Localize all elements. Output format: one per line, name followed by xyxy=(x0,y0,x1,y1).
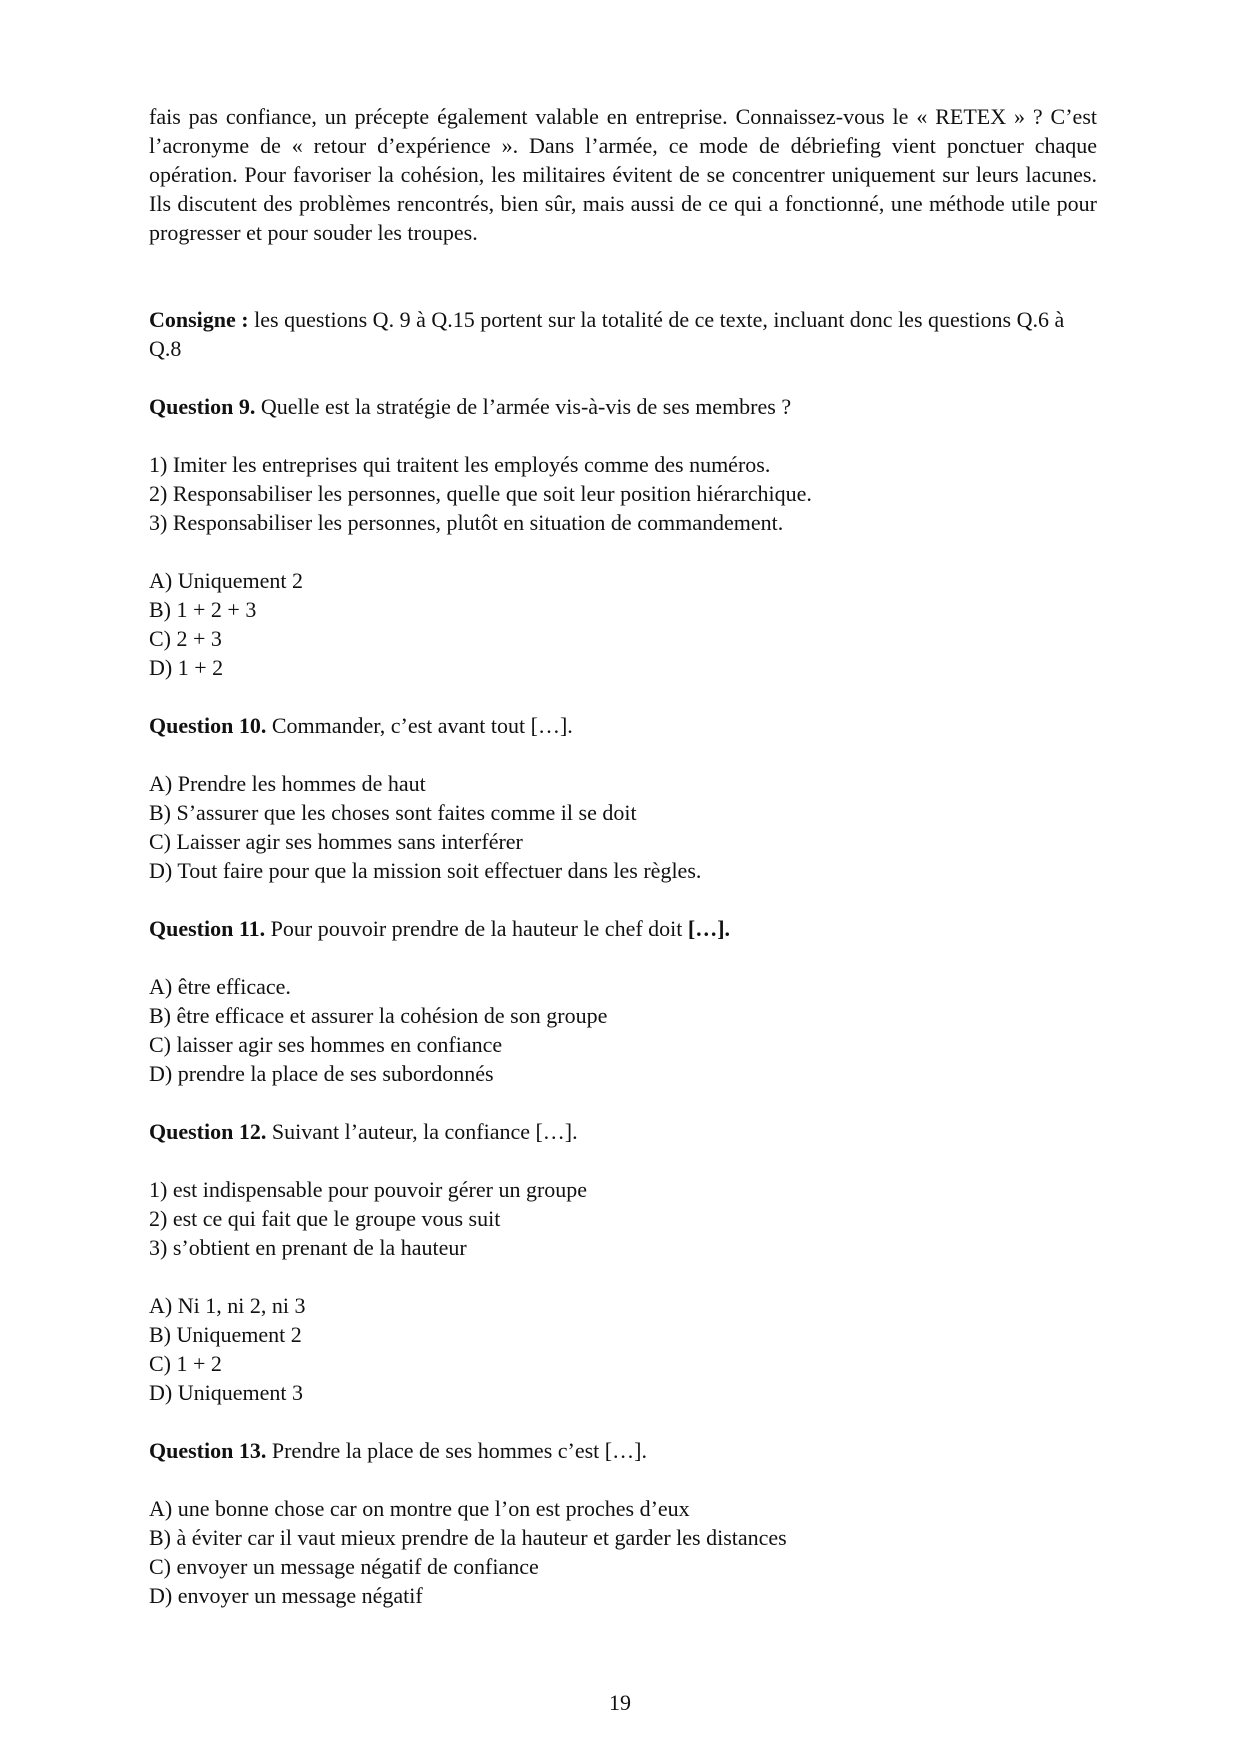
question-10-text: Commander, c’est avant tout […]. xyxy=(271,713,573,738)
statement: 1) est indispensable pour pouvoir gérer un groupe xyxy=(149,1177,588,1202)
answer-option: C) envoyer un message négatif de confiance xyxy=(149,1554,539,1579)
answer-option: D) 1 + 2 xyxy=(149,655,224,680)
statement: 3) s’obtient en prenant de la hauteur xyxy=(149,1235,467,1260)
question-12-statements xyxy=(149,1175,1097,1262)
question-10-title xyxy=(149,711,1097,740)
question-11-title xyxy=(149,914,1097,943)
question-13-answers xyxy=(149,1494,1097,1610)
question-11-label: Question 11. xyxy=(149,916,266,941)
statement: 2) Responsabiliser les personnes, quelle que soit leur position hiérarchique. xyxy=(149,481,812,506)
answer-option: A) Ni 1, ni 2, ni 3 xyxy=(149,1293,306,1318)
answer-option: D) Tout faire pour que la mission soit effectuer dans les règles. xyxy=(149,858,702,883)
consigne xyxy=(149,305,1097,363)
question-11-answers xyxy=(149,972,1097,1088)
answer-option: D) prendre la place de ses subordonnés xyxy=(149,1061,494,1086)
answer-option: A) être efficace. xyxy=(149,974,291,999)
answer-option: B) S’assurer que les choses sont faites comme il se doit xyxy=(149,800,637,825)
answer-option: D) Uniquement 3 xyxy=(149,1380,303,1405)
answer-option: C) 1 + 2 xyxy=(149,1351,222,1376)
answer-option: C) Laisser agir ses hommes sans interférer xyxy=(149,829,523,854)
question-10-label: Question 10. xyxy=(149,713,267,738)
question-12-label: Question 12. xyxy=(149,1119,267,1144)
answer-option: B) être efficace et assurer la cohésion de son groupe xyxy=(149,1003,608,1028)
question-9-title xyxy=(149,392,1097,421)
answer-option: A) Prendre les hommes de haut xyxy=(149,771,426,796)
question-13-label: Question 13. xyxy=(149,1438,267,1463)
question-10-answers xyxy=(149,769,1097,885)
answer-option: C) laisser agir ses hommes en confiance xyxy=(149,1032,503,1057)
page-number: 19 xyxy=(609,1690,631,1715)
answer-option: B) à éviter car il vaut mieux prendre de la hauteur et garder les distances xyxy=(149,1525,787,1550)
consigne-label: Consigne : xyxy=(149,307,249,332)
answer-option: C) 2 + 3 xyxy=(149,626,222,651)
intro-paragraph: fais pas confiance, un précepte également valable en entreprise. Connaissez-vous le « RETEX » ? C’est l’acronyme de « retour d’expérience ». Dans l’armée, ce mode de débriefing vient ponctuer chaque opération. Pour favoriser la cohésion, les militaires évitent de se concentrer uniquement sur leurs lacunes. Ils discutent des problèmes rencontrés, bien sûr, mais aussi de ce qui a fonctionné, une méthode utile pour progresser et pour souder les troupes. xyxy=(149,104,1097,245)
question-12-title xyxy=(149,1117,1097,1146)
question-9-text: Quelle est la stratégie de l’armée vis-à-vis de ses membres ? xyxy=(260,394,792,419)
answer-option: A) Uniquement 2 xyxy=(149,568,303,593)
statement: 1) Imiter les entreprises qui traitent les employés comme des numéros. xyxy=(149,452,771,477)
answer-option: B) 1 + 2 + 3 xyxy=(149,597,257,622)
consigne-text: les questions Q. 9 à Q.15 portent sur la totalité de ce texte, incluant donc les questions Q.6 à Q.8 xyxy=(149,307,1065,361)
question-9-label: Question 9. xyxy=(149,394,256,419)
page-content xyxy=(149,102,1097,1639)
statement: 2) est ce qui fait que le groupe vous suit xyxy=(149,1206,501,1231)
answer-option: D) envoyer un message négatif xyxy=(149,1583,423,1608)
answer-option: B) Uniquement 2 xyxy=(149,1322,302,1347)
question-13-text: Prendre la place de ses hommes c’est […]. xyxy=(271,1438,647,1463)
question-13-title xyxy=(149,1436,1097,1465)
statement: 3) Responsabiliser les personnes, plutôt en situation de commandement. xyxy=(149,510,784,535)
question-12-answers xyxy=(149,1291,1097,1407)
answer-option: A) une bonne chose car on montre que l’on est proches d’eux xyxy=(149,1496,690,1521)
question-11-text: Pour pouvoir prendre de la hauteur le chef doit xyxy=(270,916,683,941)
question-9-statements xyxy=(149,450,1097,537)
question-12-text: Suivant l’auteur, la confiance […]. xyxy=(271,1119,578,1144)
question-11-blank: […]. xyxy=(687,916,731,941)
question-9-answers xyxy=(149,566,1097,682)
